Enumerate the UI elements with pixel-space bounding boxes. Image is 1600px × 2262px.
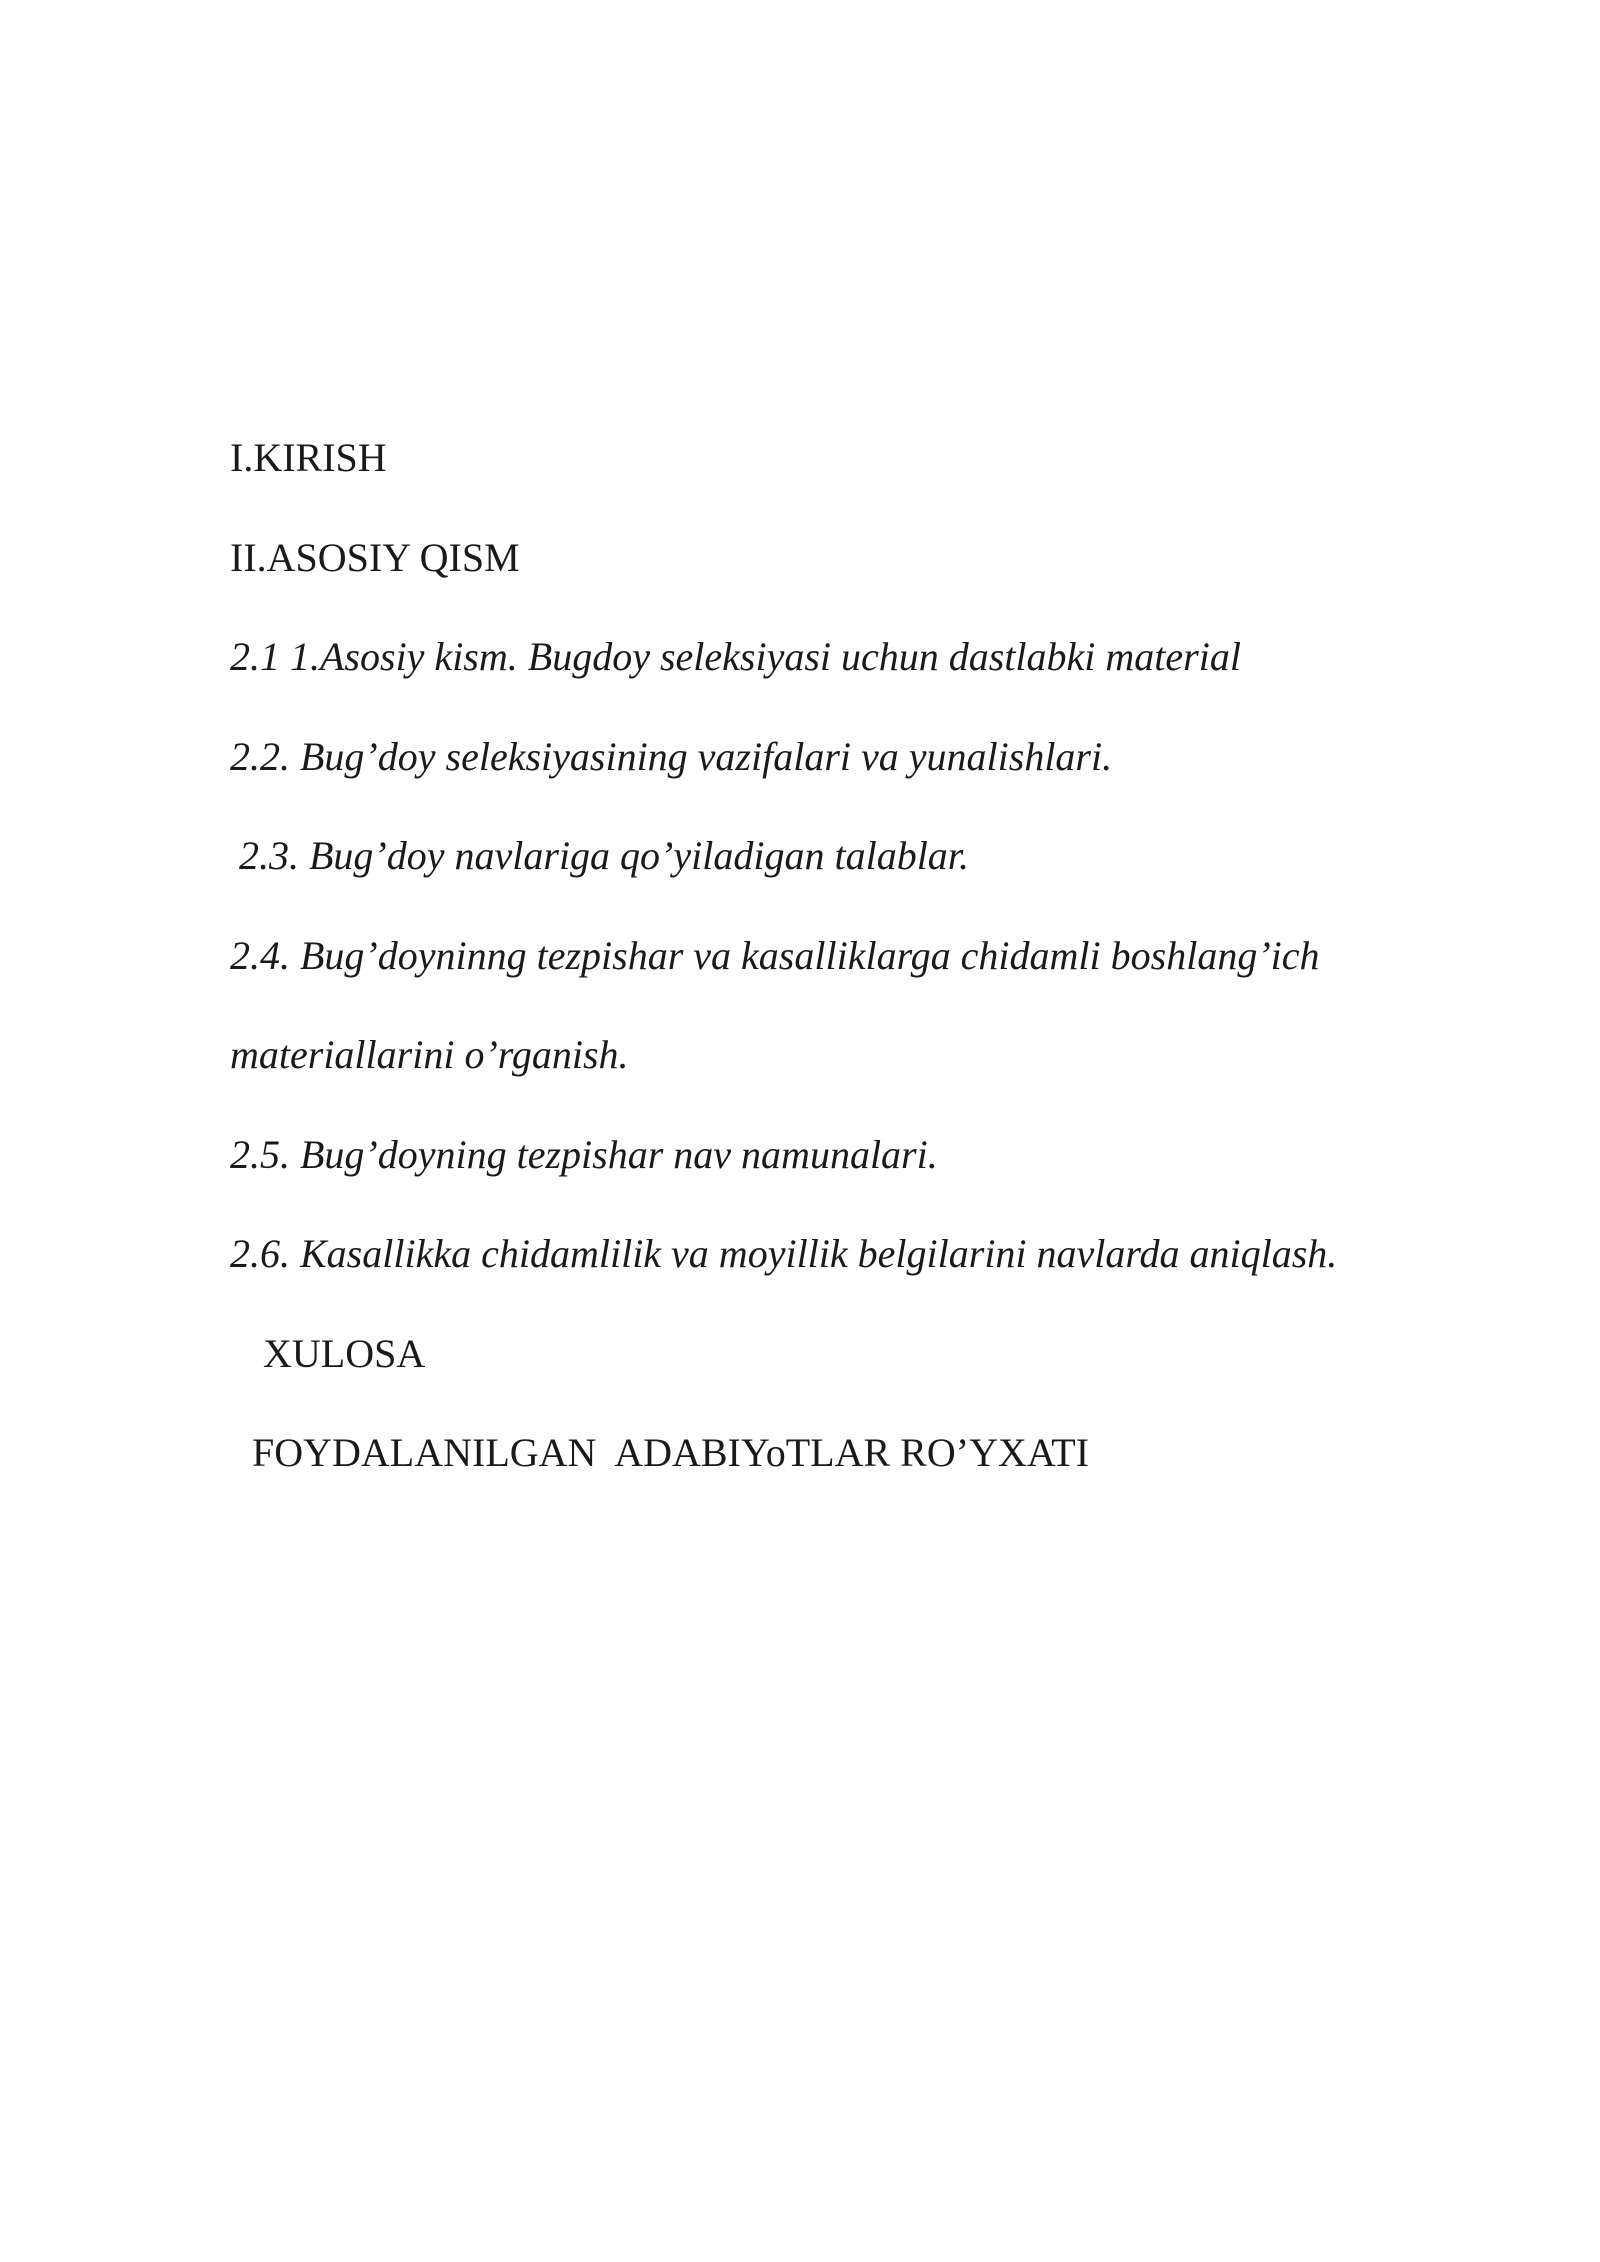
toc-item-2-4-line2: materiallarini o’rganish. [230, 1032, 629, 1077]
toc-item-2-6: 2.6. Kasallikka chidamlilik va moyillik belgilarini navlarda aniqlash. [230, 1231, 1338, 1276]
table-of-contents [230, 408, 1530, 1503]
toc-item-kirish: I.KIRISH [230, 435, 387, 480]
toc-item-2-2: 2.2. Bug’doy seleksiyasining vazifalari va yunalishlari. [230, 733, 1113, 779]
toc-item-2-1: 2.1 1.Asosiy kism. Bugdoy seleksiyasi uchun dastlabki material [230, 634, 1241, 679]
toc-item-2-5: 2.5. Bug’doyning tezpishar nav namunalari. [230, 1131, 938, 1177]
toc-item-asosiy-qism: II.ASOSIY QISM [230, 534, 520, 580]
toc-item-xulosa: XULOSA [263, 1330, 426, 1376]
toc-item-2-4-line1: 2.4. Bug’doyninng tezpishar va kasalliklarga chidamli boshlang’ich [230, 932, 1320, 978]
toc-item-adabiyotlar: FOYDALANILGAN ADABIYoTLAR RO’YXATI [252, 1430, 1090, 1475]
toc-item-2-3: 2.3. Bug’doy navlariga qo’yiladigan talablar. [239, 833, 969, 878]
